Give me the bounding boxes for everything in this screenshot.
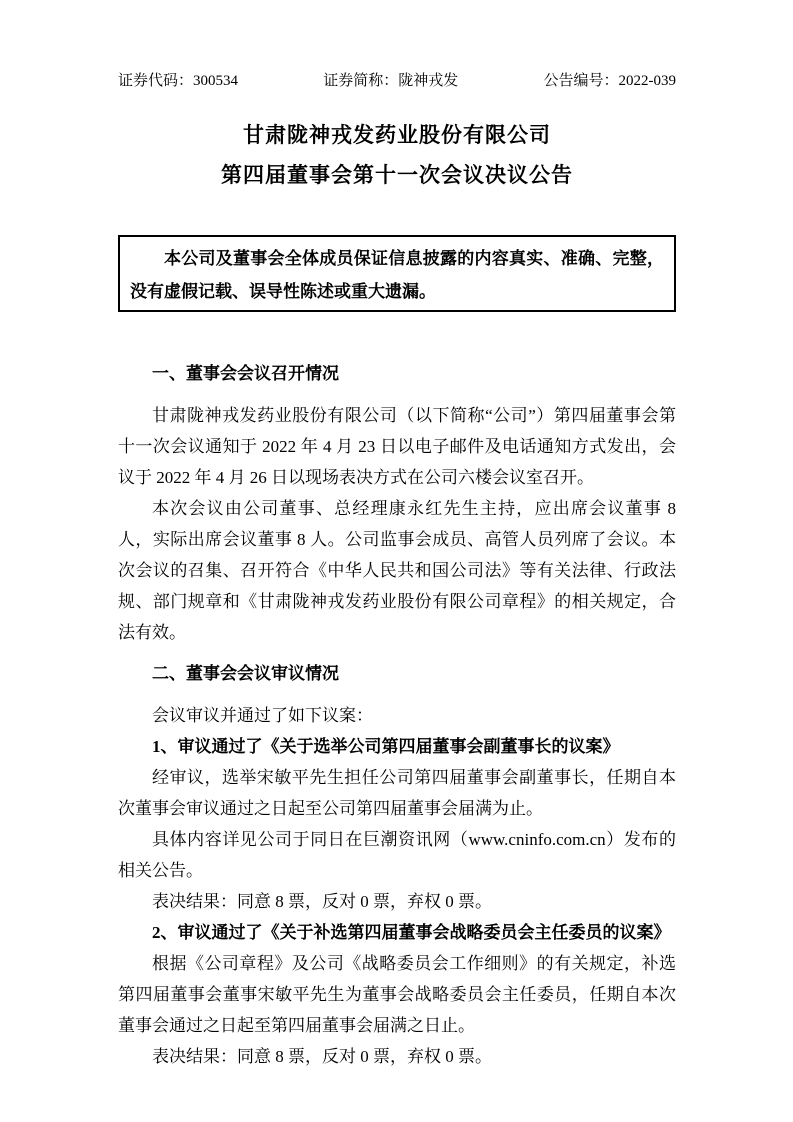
disclaimer-text: 本公司及董事会全体成员保证信息披露的内容真实、准确、完整，没有虚假记载、误导性陈述或重大遗漏。 — [130, 249, 664, 301]
section1-paragraph2: 本次会议由公司董事、总经理康永红先生主持，应出席会议董事 8 人，实际出席会议董事 8 人。公司监事会成员、高管人员列席了会议。本次会议的召集、召开符合《中华人民共和国公司法》等有关法律、行政法规、部门规章和《甘肃陇神戎发药业股份有限公司章程》的相关规定，合法有效。 — [118, 499, 676, 642]
stock-name: 证券简称：陇神戎发 — [323, 73, 459, 89]
section2-heading: 二、董事会会议审议情况 — [152, 664, 339, 683]
section1-paragraph1: 甘肃陇神戎发药业股份有限公司（以下简称“公司”）第四届董事会第十一次会议通知于 2022 年 4 月 23 日以电子邮件及电话通知方式发出，会议于 2022 年 4 月 26 日以现场表决方式在公司六楼会议室召开。 — [118, 406, 676, 487]
stock-code: 证券代码：300534 — [118, 73, 239, 89]
item1-paragraph2: 具体内容详见公司于同日在巨潮资讯网（www.cninfo.com.cn）发布的相关公告。 — [118, 830, 676, 880]
item2-vote-result: 表决结果：同意 8 票，反对 0 票，弃权 0 票。 — [152, 1047, 492, 1066]
item1-paragraph1: 经审议，选举宋敏平先生担任公司第四届董事会副董事长，任期自本次董事会审议通过之日起至公司第四届董事会届满为止。 — [118, 768, 676, 818]
document-header — [118, 72, 676, 91]
section2-intro: 会议审议并通过了如下议案： — [152, 706, 373, 725]
company-title: 甘肃陇神戎发药业股份有限公司 — [243, 123, 551, 147]
announcement-number: 公告编号：2022-039 — [543, 73, 676, 89]
item2-paragraph1: 根据《公司章程》及公司《战略委员会工作细则》的有关规定，补选第四届董事会董事宋敏平先生为董事会战略委员会主任委员，任期自本次董事会通过之日起至第四届董事会届满之日止。 — [118, 954, 676, 1035]
section1-heading: 一、董事会会议召开情况 — [152, 364, 339, 383]
announcement-title: 第四届董事会第十一次会议决议公告 — [221, 163, 573, 187]
item1-vote-result: 表决结果：同意 8 票，反对 0 票，弃权 0 票。 — [152, 892, 492, 911]
disclaimer-box — [118, 235, 676, 312]
item1-heading: 1、审议通过了《关于选举公司第四届董事会副董事长的议案》 — [152, 737, 620, 756]
item2-heading: 2、审议通过了《关于补选第四届董事会战略委员会主任委员的议案》 — [152, 923, 671, 942]
